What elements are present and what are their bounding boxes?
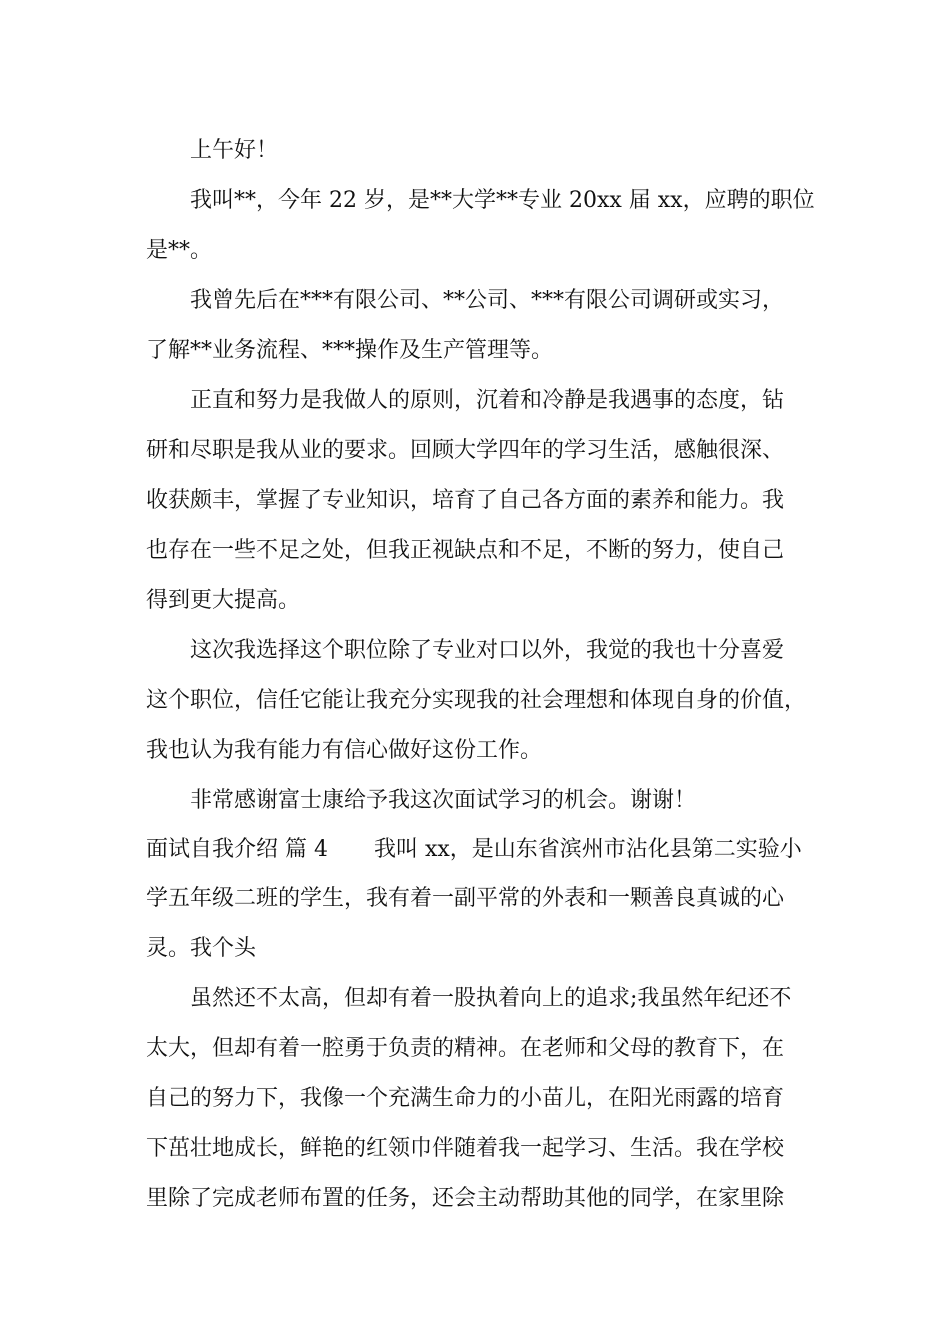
text-line: 上午好！ bbox=[190, 138, 279, 163]
text-line: 研和尽职是我从业的要求。回顾大学四年的学习生活，感触很深、 bbox=[146, 438, 785, 463]
text-line: 正直和努力是我做人的原则，沉着和冷静是我遇事的态度，钻 bbox=[190, 388, 785, 413]
text-line: 太大，但却有着一腔勇于负责的精神。在老师和父母的教育下，在 bbox=[146, 1036, 785, 1061]
text-line: 学五年级二班的学生，我有着一副平常的外表和一颗善良真诚的心 bbox=[146, 886, 785, 911]
text-line: 我曾先后在***有限公司、**公司、***有限公司调研或实习， bbox=[190, 288, 785, 313]
text-line: 了解**业务流程、***操作及生产管理等。 bbox=[146, 338, 554, 363]
text-line: 也存在一些不足之处，但我正视缺点和不足，不断的努力，使自己 bbox=[146, 538, 785, 563]
text-line: 下茁壮地成长，鲜艳的红领巾伴随着我一起学习、生活。我在学校 bbox=[146, 1136, 785, 1161]
text-line: 这个职位，信任它能让我充分实现我的社会理想和体现自身的价值， bbox=[146, 688, 807, 713]
section-heading: 面试自我介绍 篇 4 bbox=[146, 837, 328, 862]
text-line: 这次我选择这个职位除了专业对口以外，我觉的我也十分喜爱 bbox=[190, 638, 785, 663]
text-line: 灵。我个头 bbox=[146, 936, 257, 961]
section-heading-line bbox=[146, 835, 802, 865]
text-line: 我叫**，今年 22 岁，是**大学**专业 20xx 届 xx，应聘的职位 bbox=[190, 188, 815, 213]
text-line: 里除了完成老师布置的任务，还会主动帮助其他的同学，在家里除 bbox=[146, 1186, 785, 1211]
text-line: 得到更大提高。 bbox=[146, 588, 301, 613]
text-line: 收获颇丰，掌握了专业知识，培育了自己各方面的素养和能力。我 bbox=[146, 488, 785, 513]
text-line: 虽然还不太高，但却有着一股执着向上的追求;我虽然年纪还不 bbox=[190, 986, 792, 1011]
text-run: 我叫 xx，是山东省滨州市沾化县第二实验小 bbox=[373, 837, 802, 862]
text-line: 非常感谢富士康给予我这次面试学习的机会。谢谢！ bbox=[190, 788, 697, 813]
text-line: 自己的努力下，我像一个充满生命力的小苗儿，在阳光雨露的培育 bbox=[146, 1086, 785, 1111]
text-line: 我也认为我有能力有信心做好这份工作。 bbox=[146, 738, 543, 763]
text-line: 是**。 bbox=[146, 238, 213, 263]
